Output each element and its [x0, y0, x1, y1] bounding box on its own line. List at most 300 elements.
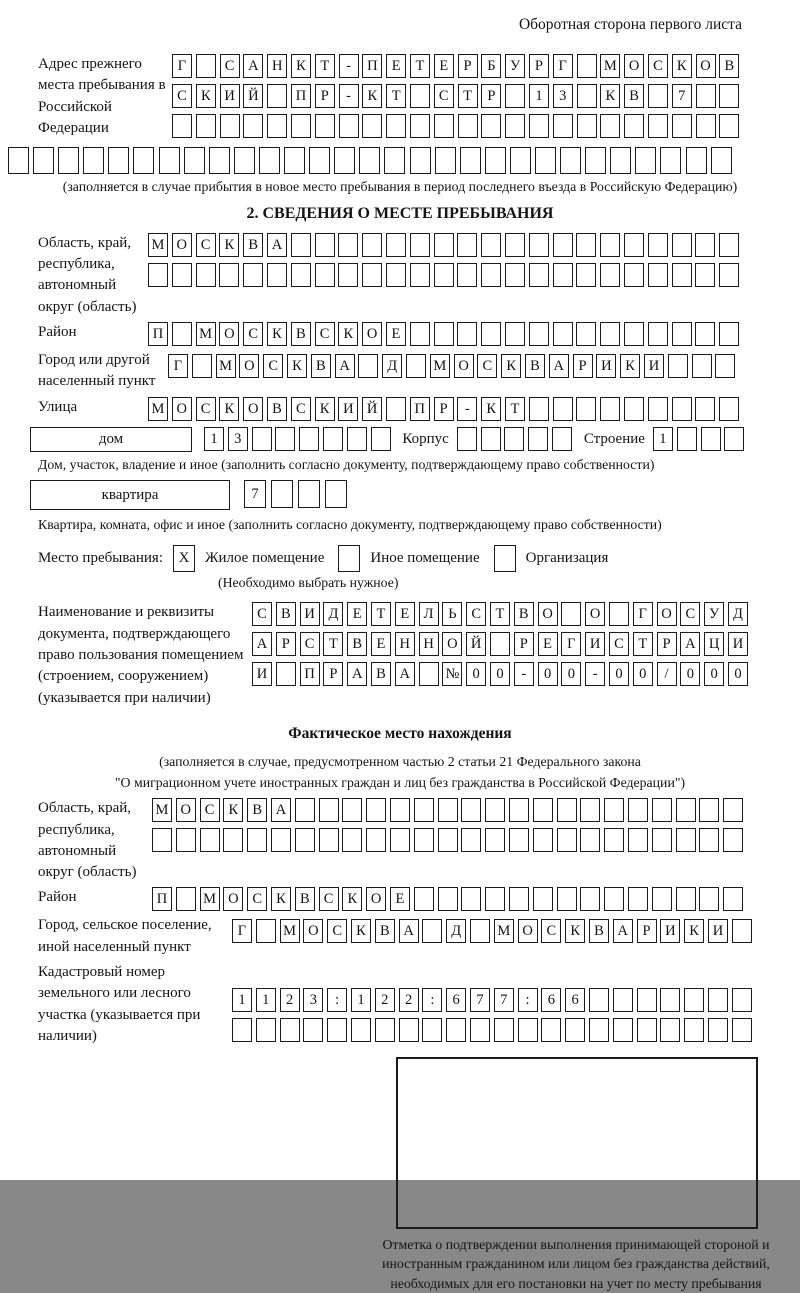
form-cell[interactable]	[604, 828, 624, 852]
form-cell[interactable]	[600, 233, 620, 257]
form-cell[interactable]: С	[315, 322, 335, 346]
form-cell[interactable]: С	[252, 602, 272, 626]
form-cell[interactable]	[319, 828, 339, 852]
form-cell[interactable]	[298, 480, 320, 508]
form-cell[interactable]: Р	[529, 54, 549, 78]
form-cell[interactable]: Н	[419, 632, 439, 656]
form-cell[interactable]: Н	[267, 54, 287, 78]
form-cell[interactable]	[708, 988, 728, 1012]
form-cell[interactable]	[699, 887, 719, 911]
form-cell[interactable]	[535, 147, 556, 174]
form-cell[interactable]	[358, 354, 378, 378]
form-cell[interactable]	[481, 114, 501, 138]
form-cell[interactable]	[695, 322, 715, 346]
form-cell[interactable]	[303, 1018, 323, 1042]
form-cell[interactable]: 1	[256, 988, 276, 1012]
form-cell[interactable]	[510, 147, 531, 174]
form-cell[interactable]: 0	[728, 662, 748, 686]
form-cell[interactable]	[695, 263, 715, 287]
form-cell[interactable]	[604, 798, 624, 822]
form-cell[interactable]	[406, 354, 426, 378]
form-cell[interactable]	[342, 828, 362, 852]
form-cell[interactable]	[529, 322, 549, 346]
form-cell[interactable]: К	[565, 919, 585, 943]
form-cell[interactable]	[410, 114, 430, 138]
form-cell[interactable]: Т	[633, 632, 653, 656]
form-cell[interactable]: М	[430, 354, 450, 378]
form-cell[interactable]	[152, 828, 172, 852]
form-cell[interactable]: Г	[232, 919, 252, 943]
form-cell[interactable]: Г	[553, 54, 573, 78]
form-cell[interactable]: 0	[633, 662, 653, 686]
form-cell[interactable]: К	[351, 919, 371, 943]
form-cell[interactable]: М	[148, 397, 168, 421]
form-cell[interactable]	[577, 54, 597, 78]
form-cell[interactable]: К	[600, 84, 620, 108]
form-cell[interactable]: Е	[434, 54, 454, 78]
form-cell[interactable]	[518, 1018, 538, 1042]
form-cell[interactable]	[723, 887, 743, 911]
form-cell[interactable]	[434, 114, 454, 138]
form-cell[interactable]: К	[672, 54, 692, 78]
form-cell[interactable]	[386, 233, 406, 257]
form-cell[interactable]: С	[263, 354, 283, 378]
form-cell[interactable]: 0	[490, 662, 510, 686]
form-cell[interactable]	[295, 828, 315, 852]
form-cell[interactable]	[359, 147, 380, 174]
form-cell[interactable]: А	[395, 662, 415, 686]
form-cell[interactable]	[422, 919, 442, 943]
form-cell[interactable]: 1	[204, 427, 224, 451]
form-cell[interactable]: 0	[680, 662, 700, 686]
form-cell[interactable]: С	[477, 354, 497, 378]
form-cell[interactable]: П	[410, 397, 430, 421]
form-cell[interactable]: П	[362, 54, 382, 78]
form-cell[interactable]	[410, 84, 430, 108]
form-cell[interactable]: С	[291, 397, 311, 421]
form-cell[interactable]: В	[247, 798, 267, 822]
form-cell[interactable]	[529, 263, 549, 287]
form-cell[interactable]	[585, 147, 606, 174]
form-cell[interactable]: Р	[315, 84, 335, 108]
form-cell[interactable]: О	[366, 887, 386, 911]
form-cell[interactable]	[589, 1018, 609, 1042]
form-cell[interactable]	[696, 114, 716, 138]
form-cell[interactable]	[684, 988, 704, 1012]
form-cell[interactable]	[342, 798, 362, 822]
form-cell[interactable]	[481, 263, 501, 287]
form-cell[interactable]: С	[680, 602, 700, 626]
form-cell[interactable]	[390, 828, 410, 852]
form-cell[interactable]	[267, 114, 287, 138]
form-cell[interactable]	[553, 114, 573, 138]
form-cell[interactable]	[692, 354, 712, 378]
form-cell[interactable]	[481, 427, 501, 451]
form-cell[interactable]: С	[327, 919, 347, 943]
form-cell[interactable]	[580, 887, 600, 911]
form-cell[interactable]	[243, 114, 263, 138]
form-cell[interactable]: 1	[232, 988, 252, 1012]
form-cell[interactable]	[600, 263, 620, 287]
form-cell[interactable]: О	[239, 354, 259, 378]
form-cell[interactable]: В	[347, 632, 367, 656]
form-cell[interactable]	[719, 397, 739, 421]
form-cell[interactable]: 7	[244, 480, 266, 508]
form-cell[interactable]	[708, 1018, 728, 1042]
form-cell[interactable]	[553, 322, 573, 346]
form-cell[interactable]: А	[347, 662, 367, 686]
form-cell[interactable]	[576, 233, 596, 257]
form-cell[interactable]: К	[196, 84, 216, 108]
form-cell[interactable]: С	[434, 84, 454, 108]
form-cell[interactable]	[410, 322, 430, 346]
form-cell[interactable]	[176, 828, 196, 852]
form-cell[interactable]: -	[339, 84, 359, 108]
form-cell[interactable]: М	[600, 54, 620, 78]
form-cell[interactable]: О	[303, 919, 323, 943]
form-cell[interactable]	[648, 84, 668, 108]
form-cell[interactable]	[172, 114, 192, 138]
form-cell[interactable]	[557, 828, 577, 852]
form-cell[interactable]: С	[243, 322, 263, 346]
form-cell[interactable]	[434, 233, 454, 257]
form-cell[interactable]	[677, 427, 697, 451]
form-cell[interactable]	[505, 84, 525, 108]
form-cell[interactable]	[660, 988, 680, 1012]
form-cell[interactable]: Д	[382, 354, 402, 378]
form-cell[interactable]	[58, 147, 79, 174]
form-cell[interactable]: Ь	[442, 602, 462, 626]
form-cell[interactable]: 7	[494, 988, 514, 1012]
form-cell[interactable]	[529, 114, 549, 138]
form-cell[interactable]: 6	[541, 988, 561, 1012]
form-cell[interactable]	[315, 263, 335, 287]
form-cell[interactable]	[509, 887, 529, 911]
form-cell[interactable]	[159, 147, 180, 174]
form-cell[interactable]: 7	[470, 988, 490, 1012]
form-cell[interactable]: О	[176, 798, 196, 822]
form-cell[interactable]: -	[457, 397, 477, 421]
form-cell[interactable]	[648, 322, 668, 346]
form-cell[interactable]	[319, 798, 339, 822]
form-cell[interactable]	[414, 887, 434, 911]
form-cell[interactable]: 2	[399, 988, 419, 1012]
checkbox-zhiloe[interactable]: X	[173, 545, 195, 572]
form-cell[interactable]	[470, 919, 490, 943]
form-cell[interactable]	[672, 397, 692, 421]
form-cell[interactable]: 2	[280, 988, 300, 1012]
form-cell[interactable]: О	[585, 602, 605, 626]
form-cell[interactable]	[196, 54, 216, 78]
form-cell[interactable]: Р	[434, 397, 454, 421]
form-cell[interactable]: :	[518, 988, 538, 1012]
form-cell[interactable]	[610, 147, 631, 174]
form-cell[interactable]	[481, 233, 501, 257]
form-cell[interactable]: О	[223, 887, 243, 911]
form-cell[interactable]: С	[300, 632, 320, 656]
form-cell[interactable]: /	[657, 662, 677, 686]
form-cell[interactable]	[652, 887, 672, 911]
form-cell[interactable]	[624, 322, 644, 346]
form-cell[interactable]	[577, 114, 597, 138]
form-cell[interactable]: -	[339, 54, 359, 78]
form-cell[interactable]: Р	[458, 54, 478, 78]
form-cell[interactable]	[648, 263, 668, 287]
form-cell[interactable]: Й	[243, 84, 263, 108]
form-cell[interactable]: П	[291, 84, 311, 108]
form-cell[interactable]	[438, 828, 458, 852]
form-cell[interactable]	[576, 263, 596, 287]
form-cell[interactable]: 1	[653, 427, 673, 451]
form-cell[interactable]	[723, 798, 743, 822]
form-cell[interactable]	[457, 233, 477, 257]
form-cell[interactable]	[291, 263, 311, 287]
form-cell[interactable]	[600, 322, 620, 346]
form-cell[interactable]	[457, 322, 477, 346]
form-cell[interactable]	[577, 84, 597, 108]
form-cell[interactable]	[334, 147, 355, 174]
form-cell[interactable]: Д	[728, 602, 748, 626]
form-cell[interactable]: Г	[172, 54, 192, 78]
form-cell[interactable]: И	[252, 662, 272, 686]
form-cell[interactable]	[668, 354, 688, 378]
form-cell[interactable]	[275, 427, 295, 451]
form-cell[interactable]	[435, 147, 456, 174]
form-cell[interactable]	[422, 1018, 442, 1042]
form-cell[interactable]: О	[172, 233, 192, 257]
form-cell[interactable]	[284, 147, 305, 174]
form-cell[interactable]	[724, 427, 744, 451]
form-cell[interactable]: Т	[458, 84, 478, 108]
form-cell[interactable]	[338, 263, 358, 287]
form-cell[interactable]	[628, 887, 648, 911]
form-cell[interactable]	[461, 798, 481, 822]
form-cell[interactable]	[460, 147, 481, 174]
form-cell[interactable]: Т	[315, 54, 335, 78]
form-cell[interactable]	[485, 887, 505, 911]
form-cell[interactable]	[386, 263, 406, 287]
form-cell[interactable]: А	[399, 919, 419, 943]
form-cell[interactable]: 7	[672, 84, 692, 108]
form-cell[interactable]	[719, 114, 739, 138]
form-cell[interactable]	[490, 632, 510, 656]
form-cell[interactable]	[315, 114, 335, 138]
form-cell[interactable]	[267, 84, 287, 108]
form-cell[interactable]	[438, 887, 458, 911]
form-cell[interactable]: Р	[276, 632, 296, 656]
form-cell[interactable]: 6	[446, 988, 466, 1012]
form-cell[interactable]	[309, 147, 330, 174]
form-cell[interactable]	[461, 887, 481, 911]
form-cell[interactable]	[699, 798, 719, 822]
form-cell[interactable]	[676, 798, 696, 822]
form-cell[interactable]: К	[315, 397, 335, 421]
form-cell[interactable]: К	[338, 322, 358, 346]
form-cell[interactable]	[565, 1018, 585, 1042]
form-cell[interactable]	[624, 233, 644, 257]
form-cell[interactable]: О	[172, 397, 192, 421]
form-cell[interactable]	[457, 263, 477, 287]
form-cell[interactable]	[624, 397, 644, 421]
form-cell[interactable]	[259, 147, 280, 174]
form-cell[interactable]	[223, 828, 243, 852]
form-cell[interactable]: Г	[561, 632, 581, 656]
form-cell[interactable]	[176, 887, 196, 911]
form-cell[interactable]	[604, 887, 624, 911]
form-cell[interactable]	[696, 84, 716, 108]
form-cell[interactable]	[509, 798, 529, 822]
form-cell[interactable]	[83, 147, 104, 174]
form-cell[interactable]	[481, 322, 501, 346]
form-cell[interactable]	[271, 480, 293, 508]
form-cell[interactable]	[637, 988, 657, 1012]
form-cell[interactable]	[635, 147, 656, 174]
form-cell[interactable]: 2	[375, 988, 395, 1012]
form-cell[interactable]: Р	[657, 632, 677, 656]
form-cell[interactable]	[624, 114, 644, 138]
form-cell[interactable]	[541, 1018, 561, 1042]
form-cell[interactable]: Е	[386, 54, 406, 78]
form-cell[interactable]	[485, 798, 505, 822]
form-cell[interactable]: Т	[410, 54, 430, 78]
form-cell[interactable]: М	[494, 919, 514, 943]
form-cell[interactable]: А	[271, 798, 291, 822]
form-cell[interactable]	[485, 147, 506, 174]
form-cell[interactable]: :	[327, 988, 347, 1012]
form-cell[interactable]: К	[362, 84, 382, 108]
form-cell[interactable]	[299, 427, 319, 451]
form-cell[interactable]	[711, 147, 732, 174]
form-cell[interactable]	[256, 1018, 276, 1042]
form-cell[interactable]	[557, 887, 577, 911]
form-cell[interactable]	[628, 798, 648, 822]
form-cell[interactable]: Д	[446, 919, 466, 943]
form-cell[interactable]	[457, 427, 477, 451]
form-cell[interactable]: -	[585, 662, 605, 686]
form-cell[interactable]	[533, 887, 553, 911]
form-cell[interactable]	[699, 828, 719, 852]
form-cell[interactable]: М	[280, 919, 300, 943]
form-cell[interactable]: Й	[466, 632, 486, 656]
form-cell[interactable]	[560, 147, 581, 174]
form-cell[interactable]	[648, 233, 668, 257]
form-cell[interactable]: Л	[419, 602, 439, 626]
form-cell[interactable]: Р	[323, 662, 343, 686]
form-cell[interactable]	[366, 828, 386, 852]
form-cell[interactable]	[505, 263, 525, 287]
form-cell[interactable]: К	[684, 919, 704, 943]
form-cell[interactable]	[509, 828, 529, 852]
form-cell[interactable]	[600, 397, 620, 421]
form-cell[interactable]: С	[609, 632, 629, 656]
form-cell[interactable]: Т	[490, 602, 510, 626]
form-cell[interactable]	[362, 114, 382, 138]
form-cell[interactable]	[529, 397, 549, 421]
form-cell[interactable]	[148, 263, 168, 287]
form-cell[interactable]: П	[300, 662, 320, 686]
form-cell[interactable]	[375, 1018, 395, 1042]
form-cell[interactable]	[529, 233, 549, 257]
form-cell[interactable]: И	[220, 84, 240, 108]
form-cell[interactable]: С	[172, 84, 192, 108]
form-cell[interactable]	[715, 354, 735, 378]
form-cell[interactable]: И	[660, 919, 680, 943]
form-cell[interactable]: :	[422, 988, 442, 1012]
form-cell[interactable]	[505, 322, 525, 346]
form-cell[interactable]	[291, 233, 311, 257]
form-cell[interactable]	[723, 828, 743, 852]
form-cell[interactable]	[386, 114, 406, 138]
form-cell[interactable]	[637, 1018, 657, 1042]
form-cell[interactable]	[338, 233, 358, 257]
form-cell[interactable]	[504, 427, 524, 451]
form-cell[interactable]: Н	[395, 632, 415, 656]
form-cell[interactable]: Е	[386, 322, 406, 346]
form-cell[interactable]: О	[657, 602, 677, 626]
form-cell[interactable]: И	[338, 397, 358, 421]
form-cell[interactable]: О	[219, 322, 239, 346]
form-cell[interactable]: И	[708, 919, 728, 943]
form-cell[interactable]	[561, 602, 581, 626]
form-cell[interactable]	[247, 828, 267, 852]
form-cell[interactable]: П	[152, 887, 172, 911]
form-cell[interactable]: 0	[704, 662, 724, 686]
form-cell[interactable]	[613, 1018, 633, 1042]
form-cell[interactable]: В	[375, 919, 395, 943]
form-cell[interactable]: Е	[395, 602, 415, 626]
form-cell[interactable]: К	[223, 798, 243, 822]
form-cell[interactable]	[414, 828, 434, 852]
form-cell[interactable]: -	[514, 662, 534, 686]
form-cell[interactable]: С	[541, 919, 561, 943]
form-cell[interactable]: К	[481, 397, 501, 421]
form-cell[interactable]: К	[287, 354, 307, 378]
form-cell[interactable]	[371, 427, 391, 451]
form-cell[interactable]: О	[624, 54, 644, 78]
form-cell[interactable]	[327, 1018, 347, 1042]
form-cell[interactable]	[366, 798, 386, 822]
form-cell[interactable]: С	[196, 397, 216, 421]
form-cell[interactable]	[243, 263, 263, 287]
form-cell[interactable]	[339, 114, 359, 138]
form-cell[interactable]: А	[335, 354, 355, 378]
form-cell[interactable]: Т	[323, 632, 343, 656]
form-cell[interactable]	[719, 263, 739, 287]
form-cell[interactable]: К	[342, 887, 362, 911]
form-cell[interactable]: А	[549, 354, 569, 378]
form-cell[interactable]: Б	[481, 54, 501, 78]
form-cell[interactable]	[192, 354, 212, 378]
form-cell[interactable]: В	[311, 354, 331, 378]
form-cell[interactable]: И	[596, 354, 616, 378]
form-cell[interactable]	[390, 798, 410, 822]
form-cell[interactable]: 6	[565, 988, 585, 1012]
form-cell[interactable]	[557, 798, 577, 822]
form-cell[interactable]	[719, 322, 739, 346]
form-cell[interactable]	[580, 798, 600, 822]
form-cell[interactable]: В	[514, 602, 534, 626]
form-cell[interactable]	[351, 1018, 371, 1042]
form-cell[interactable]	[234, 147, 255, 174]
form-cell[interactable]: А	[252, 632, 272, 656]
form-cell[interactable]	[461, 828, 481, 852]
form-cell[interactable]: А	[613, 919, 633, 943]
form-cell[interactable]	[325, 480, 347, 508]
form-cell[interactable]: К	[291, 54, 311, 78]
form-cell[interactable]	[133, 147, 154, 174]
form-cell[interactable]	[732, 1018, 752, 1042]
form-cell[interactable]	[505, 114, 525, 138]
